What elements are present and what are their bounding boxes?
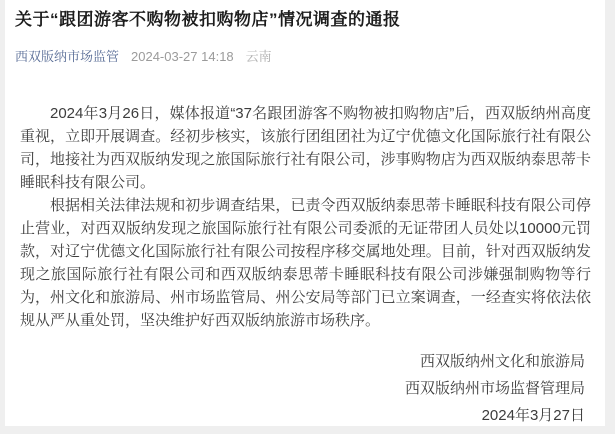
body-paragraph-1: 2024年3月26日，媒体报道“37名跟团游客不购物被扣购物店”后，西双版纳州高度重视，立即开展调查。经初步核实，该旅行团组团社为辽宁优德文化国际旅行社有限公司，地接社为西双版纳发现之旅国际旅行社有限公司，涉事购物店为西双版纳泰思蒂卡睡眠科技有限公司。 [20, 105, 591, 191]
signature-line-market-supervision-bureau: 西双版纳州市场监督管理局 [404, 380, 585, 397]
article-body [10, 102, 597, 332]
article-meta-row [10, 48, 597, 66]
publish-location: 云南 [245, 49, 272, 64]
signature-block [10, 348, 597, 429]
article-title: 关于“跟团游客不购物被扣购物店”情况调查的通报 [15, 10, 401, 29]
publish-datetime: 2024-03-27 14:18 [131, 49, 234, 64]
account-name-link[interactable]: 西双版纳市场监管 [15, 49, 120, 64]
article-card [5, 0, 605, 426]
body-paragraph-2: 根据相关法律法规和初步调查结果，已责令西双版纳泰思蒂卡睡眠科技有限公司停止营业，对西双版纳发现之旅国际旅行社有限公司委派的无证带团人员处以10000元罚款，对辽宁优德文化国际旅行社有限公司按程序移交属地处理。目前，针对西双版纳发现之旅国际旅行社有限公司和西双版纳泰思蒂卡睡眠科技有限公司涉嫌强制购物等行为，州文化和旅游局、州市场监管局、州公安局等部门已立案调查，一经查实将依法依规从严从重处罚，坚决维护好西双版纳旅游市场秩序。 [20, 197, 591, 329]
signature-line-culture-tourism-bureau: 西双版纳州文化和旅游局 [419, 353, 585, 370]
signature-line-date: 2024年3月27日 [481, 407, 585, 424]
